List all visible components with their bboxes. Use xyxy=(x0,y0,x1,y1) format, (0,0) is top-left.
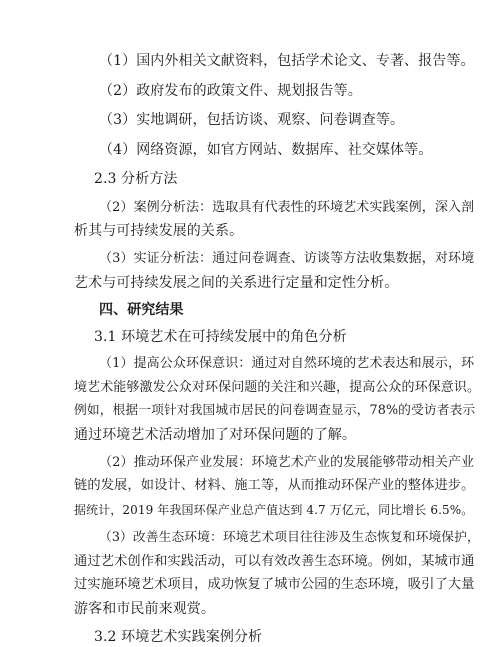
source-item-fieldwork: （3）实地调研，包括访谈、观察、问卷调查等。 xyxy=(99,112,405,128)
paragraph-line: 通过艺术创作和实践活动，可以有效改善生态环境。例如，某城市通 xyxy=(74,554,475,569)
section-heading-3-1: 3.1 环境艺术在可持续发展中的角色分析 xyxy=(94,329,347,345)
paragraph-line: 过实施环境艺术项目，成功恢复了城市公园的生态环境，吸引了大量 xyxy=(74,577,475,592)
chapter-heading-results: 四、研究结果 xyxy=(99,302,184,318)
paragraph-line: 艺术与可持续发展之间的关系进行定量和定性分析。 xyxy=(74,275,399,291)
paragraph-line: （3）改善生态环境：环境艺术项目往往涉及生态恢复和环境保护， xyxy=(99,530,480,545)
paragraph-line: 例如，根据一项针对我国城市居民的问卷调查显示，78%的受访者表示 xyxy=(74,403,476,418)
source-item-literature: （1）国内外相关文献资料，包括学术论文、专著、报告等。 xyxy=(99,53,475,69)
paragraph-line: 析其与可持续发展的关系。 xyxy=(74,223,244,239)
paragraph-line: 链的发展，如设计、材料、施工等，从而推动环保产业的整体进步。 xyxy=(74,478,475,493)
paragraph-line: 通过环境艺术活动增加了对环保问题的了解。 xyxy=(74,427,356,443)
paragraph-line: （1）提高公众环保意识：通过对自然环境的艺术表达和展示，环 xyxy=(99,356,475,371)
section-heading-2-3: 2.3 分析方法 xyxy=(94,171,178,187)
paragraph-line: 据统计，2019 年我国环保产业总产值达到 4.7 万亿元，同比增长 6.5%。 xyxy=(74,503,474,517)
paragraph-line: 境艺术能够激发公众对环保问题的关注和兴趣，提高公众的环保意识。 xyxy=(74,380,481,395)
source-item-policy: （2）政府发布的政策文件、规划报告等。 xyxy=(99,83,362,99)
paragraph-line: 游客和市民前来观赏。 xyxy=(74,601,215,617)
paragraph-line: （3）实证分析法：通过问卷调查、访谈等方法收集数据，对环境 xyxy=(99,251,475,266)
section-heading-3-2: 3.2 环境艺术实践案例分析 xyxy=(94,629,263,645)
paragraph-line: （2）案例分析法：选取具有代表性的环境艺术实践案例，深入剖 xyxy=(99,200,475,215)
source-item-web: （4）网络资源，如官方网站、数据库、社交媒体等。 xyxy=(99,142,433,158)
paragraph-line: （2）推动环保产业发展：环境艺术产业的发展能够带动相关产业 xyxy=(99,455,475,470)
